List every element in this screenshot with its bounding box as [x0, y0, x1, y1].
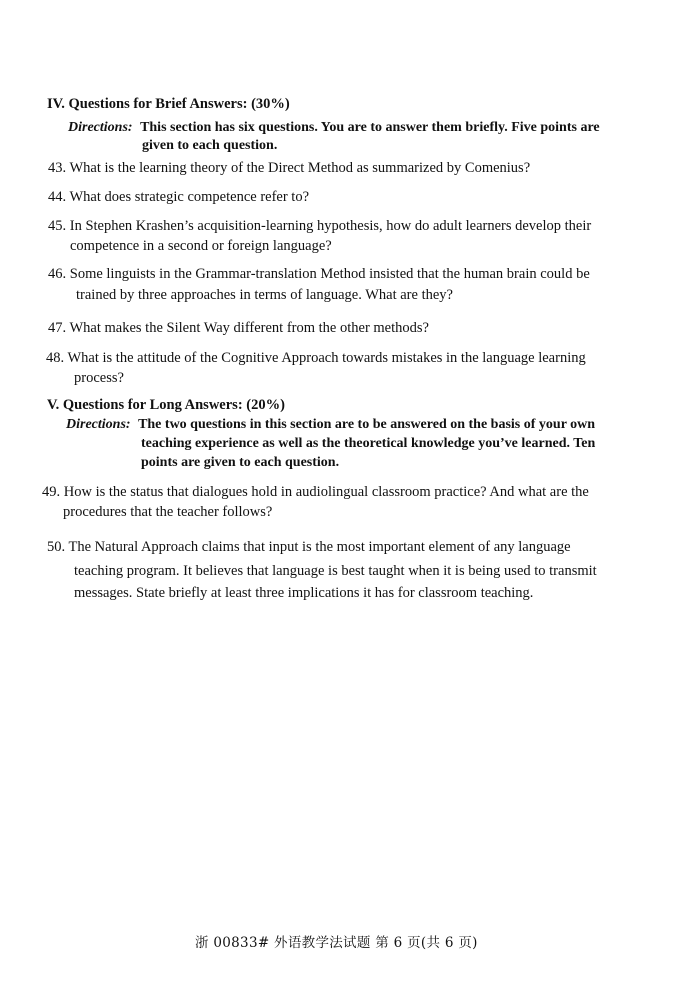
directions-line-1: This section has six questions. You are to answer them briefly. Five points are: [140, 120, 600, 135]
directions-line-2: given to each question.: [142, 138, 278, 153]
question-48-line-2: process?: [74, 370, 124, 386]
question-45-line-1: 45. In Stephen Krashen’s acquisition-learning hypothesis, how do adult learners develop their: [48, 218, 592, 234]
section-iv-heading: IV. Questions for Brief Answers: (30%): [47, 96, 290, 112]
question-46-line-2: trained by three approaches in terms of language. What are they?: [76, 287, 453, 303]
question-50-line-3: messages. State briefly at least three implications it has for classroom teaching.: [74, 585, 534, 601]
question-45-line-2: competence in a second or foreign language?: [70, 238, 332, 254]
directions-v-line-2: teaching experience as well as the theoretical knowledge you’ve learned. Ten: [141, 436, 596, 451]
question-50-line-2: teaching program. It believes that language is best taught when it is being used to transmit: [74, 563, 597, 579]
directions-v-line-1: The two questions in this section are to be answered on the basis of your own: [138, 417, 596, 432]
question-48-line-1: 48. What is the attitude of the Cognitive Approach towards mistakes in the language learning: [46, 350, 586, 366]
section-v-directions: [66, 417, 595, 433]
question-49-line-1: 49. How is the status that dialogues hold in audiolingual classroom practice? And what are the: [42, 484, 589, 500]
directions-label-v: Directions:: [66, 417, 131, 432]
page-footer: 浙 00833# 外语教学法试题 第 6 页(共 6 页): [195, 935, 478, 951]
question-50-line-1: 50. The Natural Approach claims that input is the most important element of any language: [47, 539, 571, 555]
directions-v-line-3: points are given to each question.: [141, 455, 340, 470]
question-49-line-2: procedures that the teacher follows?: [63, 504, 273, 520]
question-44: 44. What does strategic competence refer to?: [48, 189, 310, 205]
question-46-line-1: 46. Some linguists in the Grammar-translation Method insisted that the human brain could be: [48, 266, 590, 282]
section-iv-directions: [68, 120, 656, 136]
question-43: 43. What is the learning theory of the Direct Method as summarized by Comenius?: [48, 160, 531, 176]
section-v-heading: V. Questions for Long Answers: (20%): [47, 397, 285, 413]
question-47: 47. What makes the Silent Way different from the other methods?: [48, 320, 429, 336]
directions-label: Directions:: [68, 120, 133, 135]
